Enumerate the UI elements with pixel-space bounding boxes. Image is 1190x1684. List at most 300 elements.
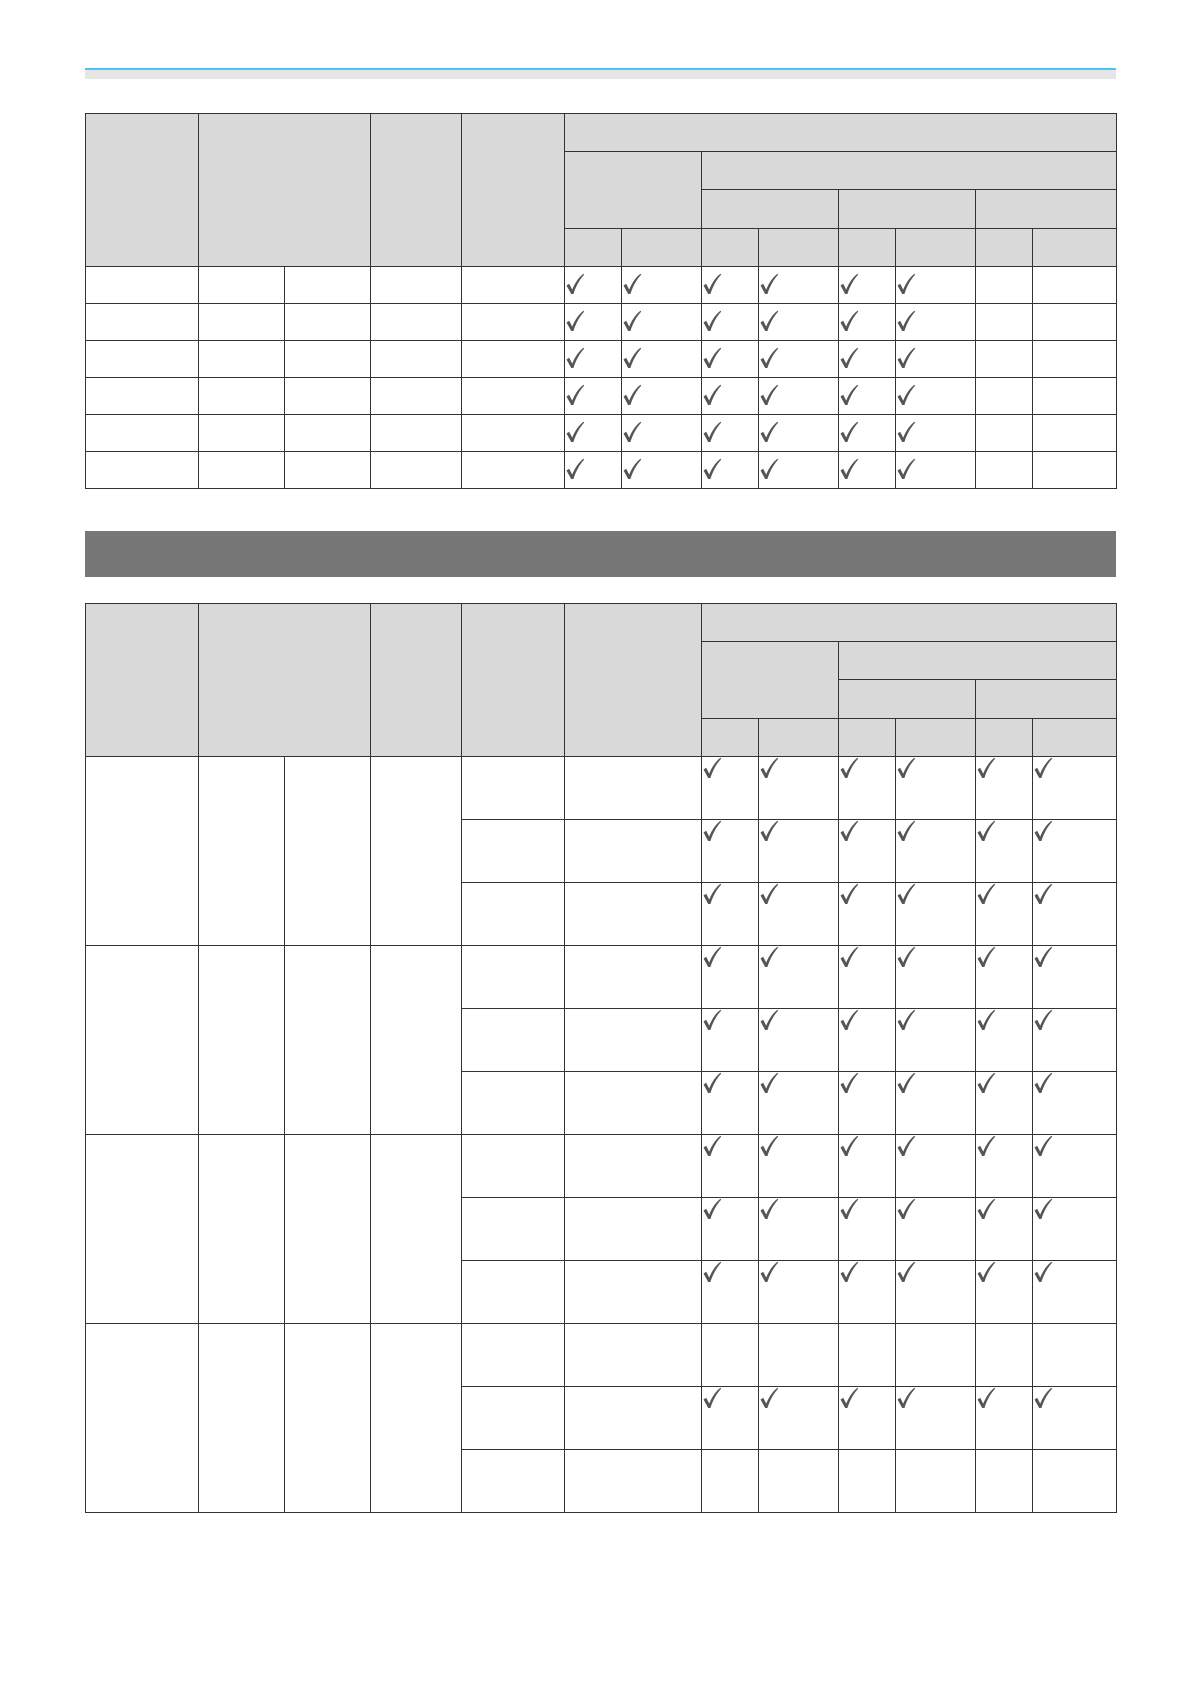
check-cell: [976, 1261, 1033, 1324]
check-cell: [702, 946, 759, 1009]
checkmark-icon: [896, 820, 916, 842]
checkmark-icon: [759, 1261, 779, 1283]
checkmark-icon: [759, 946, 779, 968]
checkmark-icon: [896, 1072, 916, 1094]
check-cell: [759, 267, 839, 304]
check-cell: [759, 1072, 839, 1135]
table-cell: [285, 304, 371, 341]
checkmark-icon: [976, 1072, 996, 1094]
checkmark-icon: [759, 1009, 779, 1031]
check-cell: [1033, 1261, 1117, 1324]
table-cell: [565, 1324, 702, 1387]
check-cell: [622, 452, 702, 489]
check-cell: [839, 267, 896, 304]
checkmark-icon: [759, 384, 779, 406]
table-row: [86, 267, 1117, 304]
checkmark-icon: [622, 458, 642, 480]
table-cell: [462, 1009, 565, 1072]
check-cell: [896, 1198, 976, 1261]
table-cell: [371, 304, 462, 341]
checkmark-icon: [839, 1198, 859, 1220]
table-cell: [199, 267, 285, 304]
checkmark-icon: [702, 310, 722, 332]
checkmark-icon: [839, 310, 859, 332]
check-cell: [702, 341, 759, 378]
check-cell: [896, 304, 976, 341]
checkmark-icon: [1033, 1261, 1053, 1283]
table-cell: [462, 378, 565, 415]
header-cell: [462, 114, 565, 267]
header-cell: [702, 604, 1117, 642]
page-header-rule: [85, 68, 1116, 79]
checkmark-icon: [702, 1198, 722, 1220]
check-cell: [702, 1387, 759, 1450]
header-cell: [839, 190, 976, 229]
check-cell: [896, 1387, 976, 1450]
table-cell: [565, 1261, 702, 1324]
group-cell: [199, 1324, 285, 1513]
checkmark-icon: [622, 384, 642, 406]
checkmark-icon: [896, 946, 916, 968]
check-cell: [976, 883, 1033, 946]
table-row: [86, 452, 1117, 489]
checkmark-icon: [1033, 820, 1053, 842]
group-cell: [86, 757, 199, 946]
checkmark-icon: [702, 883, 722, 905]
check-cell: [839, 1450, 896, 1513]
table-row: [86, 757, 1117, 820]
checkmark-icon: [839, 458, 859, 480]
checkmark-icon: [759, 310, 779, 332]
table-cell: [462, 1135, 565, 1198]
checkmark-icon: [896, 1261, 916, 1283]
header-cell: [371, 604, 462, 757]
check-cell: [839, 1387, 896, 1450]
header-cell: [702, 152, 1117, 190]
table-cell: [371, 267, 462, 304]
checkmark-icon: [976, 1261, 996, 1283]
table-cell: [565, 946, 702, 1009]
check-cell: [1033, 415, 1117, 452]
group-cell: [371, 946, 462, 1135]
check-cell: [759, 1009, 839, 1072]
check-cell: [622, 378, 702, 415]
group-cell: [199, 946, 285, 1135]
table-cell: [199, 452, 285, 489]
checkmark-icon: [839, 1072, 859, 1094]
table-cell: [285, 452, 371, 489]
table-cell: [565, 1450, 702, 1513]
checkmark-icon: [1033, 1387, 1053, 1409]
checkmark-icon: [759, 458, 779, 480]
table-cell: [462, 1450, 565, 1513]
table-2-body: [86, 757, 1117, 1513]
check-cell: [976, 1324, 1033, 1387]
checkmark-icon: [759, 1135, 779, 1157]
table-cell: [371, 415, 462, 452]
check-cell: [976, 267, 1033, 304]
table-cell: [199, 415, 285, 452]
check-cell: [565, 267, 622, 304]
table-row: [86, 946, 1117, 1009]
check-cell: [759, 883, 839, 946]
check-cell: [839, 883, 896, 946]
check-cell: [896, 1450, 976, 1513]
check-cell: [702, 757, 759, 820]
header-cell: [976, 190, 1117, 229]
header-cell: [896, 719, 976, 757]
header-cell: [702, 190, 839, 229]
check-cell: [759, 415, 839, 452]
check-cell: [622, 415, 702, 452]
table-cell: [86, 378, 199, 415]
checkmark-icon: [702, 1009, 722, 1031]
table-cell: [86, 267, 199, 304]
table-cell: [565, 820, 702, 883]
compatibility-table-1: [85, 113, 1117, 489]
check-cell: [976, 1450, 1033, 1513]
checkmark-icon: [565, 421, 585, 443]
checkmark-icon: [976, 946, 996, 968]
checkmark-icon: [896, 1387, 916, 1409]
checkmark-icon: [1033, 1135, 1053, 1157]
check-cell: [896, 341, 976, 378]
header-cell: [759, 719, 839, 757]
table-cell: [371, 378, 462, 415]
check-cell: [896, 452, 976, 489]
checkmark-icon: [702, 1387, 722, 1409]
checkmark-icon: [839, 384, 859, 406]
group-cell: [199, 1135, 285, 1324]
check-cell: [622, 267, 702, 304]
header-cell: [86, 604, 199, 757]
check-cell: [839, 1009, 896, 1072]
checkmark-icon: [759, 883, 779, 905]
table-cell: [462, 267, 565, 304]
check-cell: [1033, 883, 1117, 946]
checkmark-icon: [759, 820, 779, 842]
check-cell: [702, 1450, 759, 1513]
check-cell: [896, 757, 976, 820]
header-cell: [565, 152, 702, 229]
check-cell: [896, 1135, 976, 1198]
checkmark-icon: [1033, 1198, 1053, 1220]
checkmark-icon: [759, 1072, 779, 1094]
check-cell: [976, 946, 1033, 1009]
table-cell: [462, 1324, 565, 1387]
check-cell: [702, 452, 759, 489]
table-cell: [462, 452, 565, 489]
check-cell: [896, 378, 976, 415]
checkmark-icon: [759, 421, 779, 443]
group-cell: [285, 757, 371, 946]
check-cell: [759, 452, 839, 489]
check-cell: [896, 267, 976, 304]
checkmark-icon: [896, 1009, 916, 1031]
check-cell: [1033, 1324, 1117, 1387]
header-cell: [199, 114, 371, 267]
table-cell: [462, 1072, 565, 1135]
group-cell: [285, 1135, 371, 1324]
check-cell: [702, 1261, 759, 1324]
table-cell: [86, 304, 199, 341]
checkmark-icon: [1033, 1072, 1053, 1094]
checkmark-icon: [839, 1009, 859, 1031]
group-cell: [199, 757, 285, 946]
section-heading-bar: [85, 531, 1116, 577]
group-cell: [86, 1324, 199, 1513]
group-cell: [86, 1135, 199, 1324]
checkmark-icon: [976, 820, 996, 842]
check-cell: [1033, 946, 1117, 1009]
check-cell: [759, 1135, 839, 1198]
check-cell: [702, 1198, 759, 1261]
checkmark-icon: [759, 1198, 779, 1220]
checkmark-icon: [1033, 883, 1053, 905]
checkmark-icon: [896, 310, 916, 332]
check-cell: [839, 1261, 896, 1324]
check-cell: [759, 820, 839, 883]
check-cell: [839, 415, 896, 452]
checkmark-icon: [1033, 1009, 1053, 1031]
checkmark-icon: [622, 421, 642, 443]
table-cell: [462, 1261, 565, 1324]
checkmark-icon: [976, 757, 996, 779]
header-cell: [839, 229, 896, 267]
check-cell: [702, 267, 759, 304]
compatibility-table-2: [85, 603, 1117, 1513]
checkmark-icon: [896, 1135, 916, 1157]
check-cell: [622, 304, 702, 341]
check-cell: [702, 1072, 759, 1135]
checkmark-icon: [702, 946, 722, 968]
checkmark-icon: [565, 458, 585, 480]
checkmark-icon: [702, 421, 722, 443]
check-cell: [976, 341, 1033, 378]
check-cell: [839, 757, 896, 820]
table-cell: [462, 883, 565, 946]
table-cell: [285, 341, 371, 378]
checkmark-icon: [702, 384, 722, 406]
check-cell: [896, 1324, 976, 1387]
checkmark-icon: [839, 820, 859, 842]
checkmark-icon: [702, 1261, 722, 1283]
group-cell: [371, 1135, 462, 1324]
checkmark-icon: [622, 347, 642, 369]
checkmark-icon: [896, 757, 916, 779]
table-cell: [565, 757, 702, 820]
header-cell: [199, 604, 371, 757]
checkmark-icon: [1033, 946, 1053, 968]
check-cell: [896, 883, 976, 946]
header-cell: [1033, 229, 1117, 267]
check-cell: [759, 757, 839, 820]
header-cell: [839, 680, 976, 719]
check-cell: [565, 415, 622, 452]
table-1-body: [86, 267, 1117, 489]
header-cell: [759, 229, 839, 267]
checkmark-icon: [896, 458, 916, 480]
group-cell: [371, 757, 462, 946]
checkmark-icon: [896, 384, 916, 406]
table-cell: [462, 820, 565, 883]
check-cell: [759, 341, 839, 378]
checkmark-icon: [896, 273, 916, 295]
header-cell: [839, 719, 896, 757]
check-cell: [702, 1324, 759, 1387]
check-cell: [1033, 378, 1117, 415]
header-cell: [565, 114, 1117, 152]
check-cell: [759, 1261, 839, 1324]
checkmark-icon: [896, 883, 916, 905]
checkmark-icon: [839, 1261, 859, 1283]
check-cell: [759, 946, 839, 1009]
table-cell: [462, 946, 565, 1009]
check-cell: [839, 452, 896, 489]
table-1-header: [86, 114, 1117, 267]
checkmark-icon: [896, 1198, 916, 1220]
table-cell: [462, 1198, 565, 1261]
check-cell: [976, 820, 1033, 883]
header-cell: [622, 229, 702, 267]
check-cell: [839, 820, 896, 883]
check-cell: [759, 1450, 839, 1513]
table-cell: [86, 415, 199, 452]
checkmark-icon: [839, 1387, 859, 1409]
table-2-header: [86, 604, 1117, 757]
header-cell: [702, 642, 839, 719]
group-cell: [285, 946, 371, 1135]
checkmark-icon: [565, 310, 585, 332]
header-cell: [976, 680, 1117, 719]
check-cell: [976, 415, 1033, 452]
header-cell: [839, 642, 1117, 680]
check-cell: [839, 1324, 896, 1387]
header-cell: [702, 719, 759, 757]
table-cell: [285, 378, 371, 415]
check-cell: [896, 820, 976, 883]
table-cell: [371, 341, 462, 378]
check-cell: [1033, 1450, 1117, 1513]
check-cell: [1033, 1009, 1117, 1072]
check-cell: [565, 378, 622, 415]
checkmark-icon: [565, 273, 585, 295]
table-cell: [462, 1387, 565, 1450]
check-cell: [1033, 1072, 1117, 1135]
check-cell: [1033, 341, 1117, 378]
check-cell: [702, 1009, 759, 1072]
checkmark-icon: [976, 883, 996, 905]
table-cell: [86, 452, 199, 489]
checkmark-icon: [622, 273, 642, 295]
check-cell: [759, 378, 839, 415]
checkmark-icon: [702, 273, 722, 295]
check-cell: [759, 304, 839, 341]
check-cell: [839, 946, 896, 1009]
header-cell: [86, 114, 199, 267]
header-cell: [702, 229, 759, 267]
check-cell: [565, 304, 622, 341]
check-cell: [1033, 304, 1117, 341]
checkmark-icon: [976, 1198, 996, 1220]
header-cell: [896, 229, 976, 267]
checkmark-icon: [759, 273, 779, 295]
header-cell: [1033, 719, 1117, 757]
header-cell: [462, 604, 565, 757]
checkmark-icon: [702, 757, 722, 779]
check-cell: [839, 1198, 896, 1261]
checkmark-icon: [976, 1387, 996, 1409]
table-cell: [565, 1387, 702, 1450]
table-cell: [199, 378, 285, 415]
check-cell: [976, 1387, 1033, 1450]
table-row: [86, 378, 1117, 415]
check-cell: [1033, 820, 1117, 883]
table-cell: [565, 1072, 702, 1135]
table-cell: [565, 1135, 702, 1198]
checkmark-icon: [976, 1135, 996, 1157]
table-cell: [285, 415, 371, 452]
checkmark-icon: [839, 757, 859, 779]
check-cell: [839, 1072, 896, 1135]
check-cell: [976, 1072, 1033, 1135]
table-cell: [462, 757, 565, 820]
check-cell: [976, 1009, 1033, 1072]
checkmark-icon: [759, 757, 779, 779]
checkmark-icon: [702, 820, 722, 842]
check-cell: [565, 341, 622, 378]
checkmark-icon: [702, 458, 722, 480]
table-row: [86, 304, 1117, 341]
check-cell: [702, 1135, 759, 1198]
checkmark-icon: [1033, 757, 1053, 779]
table-cell: [199, 304, 285, 341]
check-cell: [896, 1261, 976, 1324]
check-cell: [1033, 1387, 1117, 1450]
checkmark-icon: [976, 1009, 996, 1031]
checkmark-icon: [839, 421, 859, 443]
check-cell: [1033, 452, 1117, 489]
checkmark-icon: [896, 347, 916, 369]
check-cell: [622, 341, 702, 378]
table-cell: [462, 304, 565, 341]
header-cell: [976, 229, 1033, 267]
check-cell: [702, 415, 759, 452]
table-cell: [371, 452, 462, 489]
checkmark-icon: [565, 384, 585, 406]
check-cell: [896, 1072, 976, 1135]
table-cell: [565, 1198, 702, 1261]
check-cell: [976, 1198, 1033, 1261]
check-cell: [896, 415, 976, 452]
check-cell: [759, 1324, 839, 1387]
header-cell: [565, 604, 702, 757]
checkmark-icon: [839, 347, 859, 369]
table-row: [86, 1324, 1117, 1387]
check-cell: [702, 378, 759, 415]
check-cell: [839, 341, 896, 378]
checkmark-icon: [839, 273, 859, 295]
table-cell: [199, 341, 285, 378]
check-cell: [1033, 1135, 1117, 1198]
check-cell: [976, 1135, 1033, 1198]
check-cell: [702, 304, 759, 341]
checkmark-icon: [702, 347, 722, 369]
checkmark-icon: [839, 946, 859, 968]
header-cell: [565, 229, 622, 267]
check-cell: [1033, 267, 1117, 304]
check-cell: [1033, 1198, 1117, 1261]
